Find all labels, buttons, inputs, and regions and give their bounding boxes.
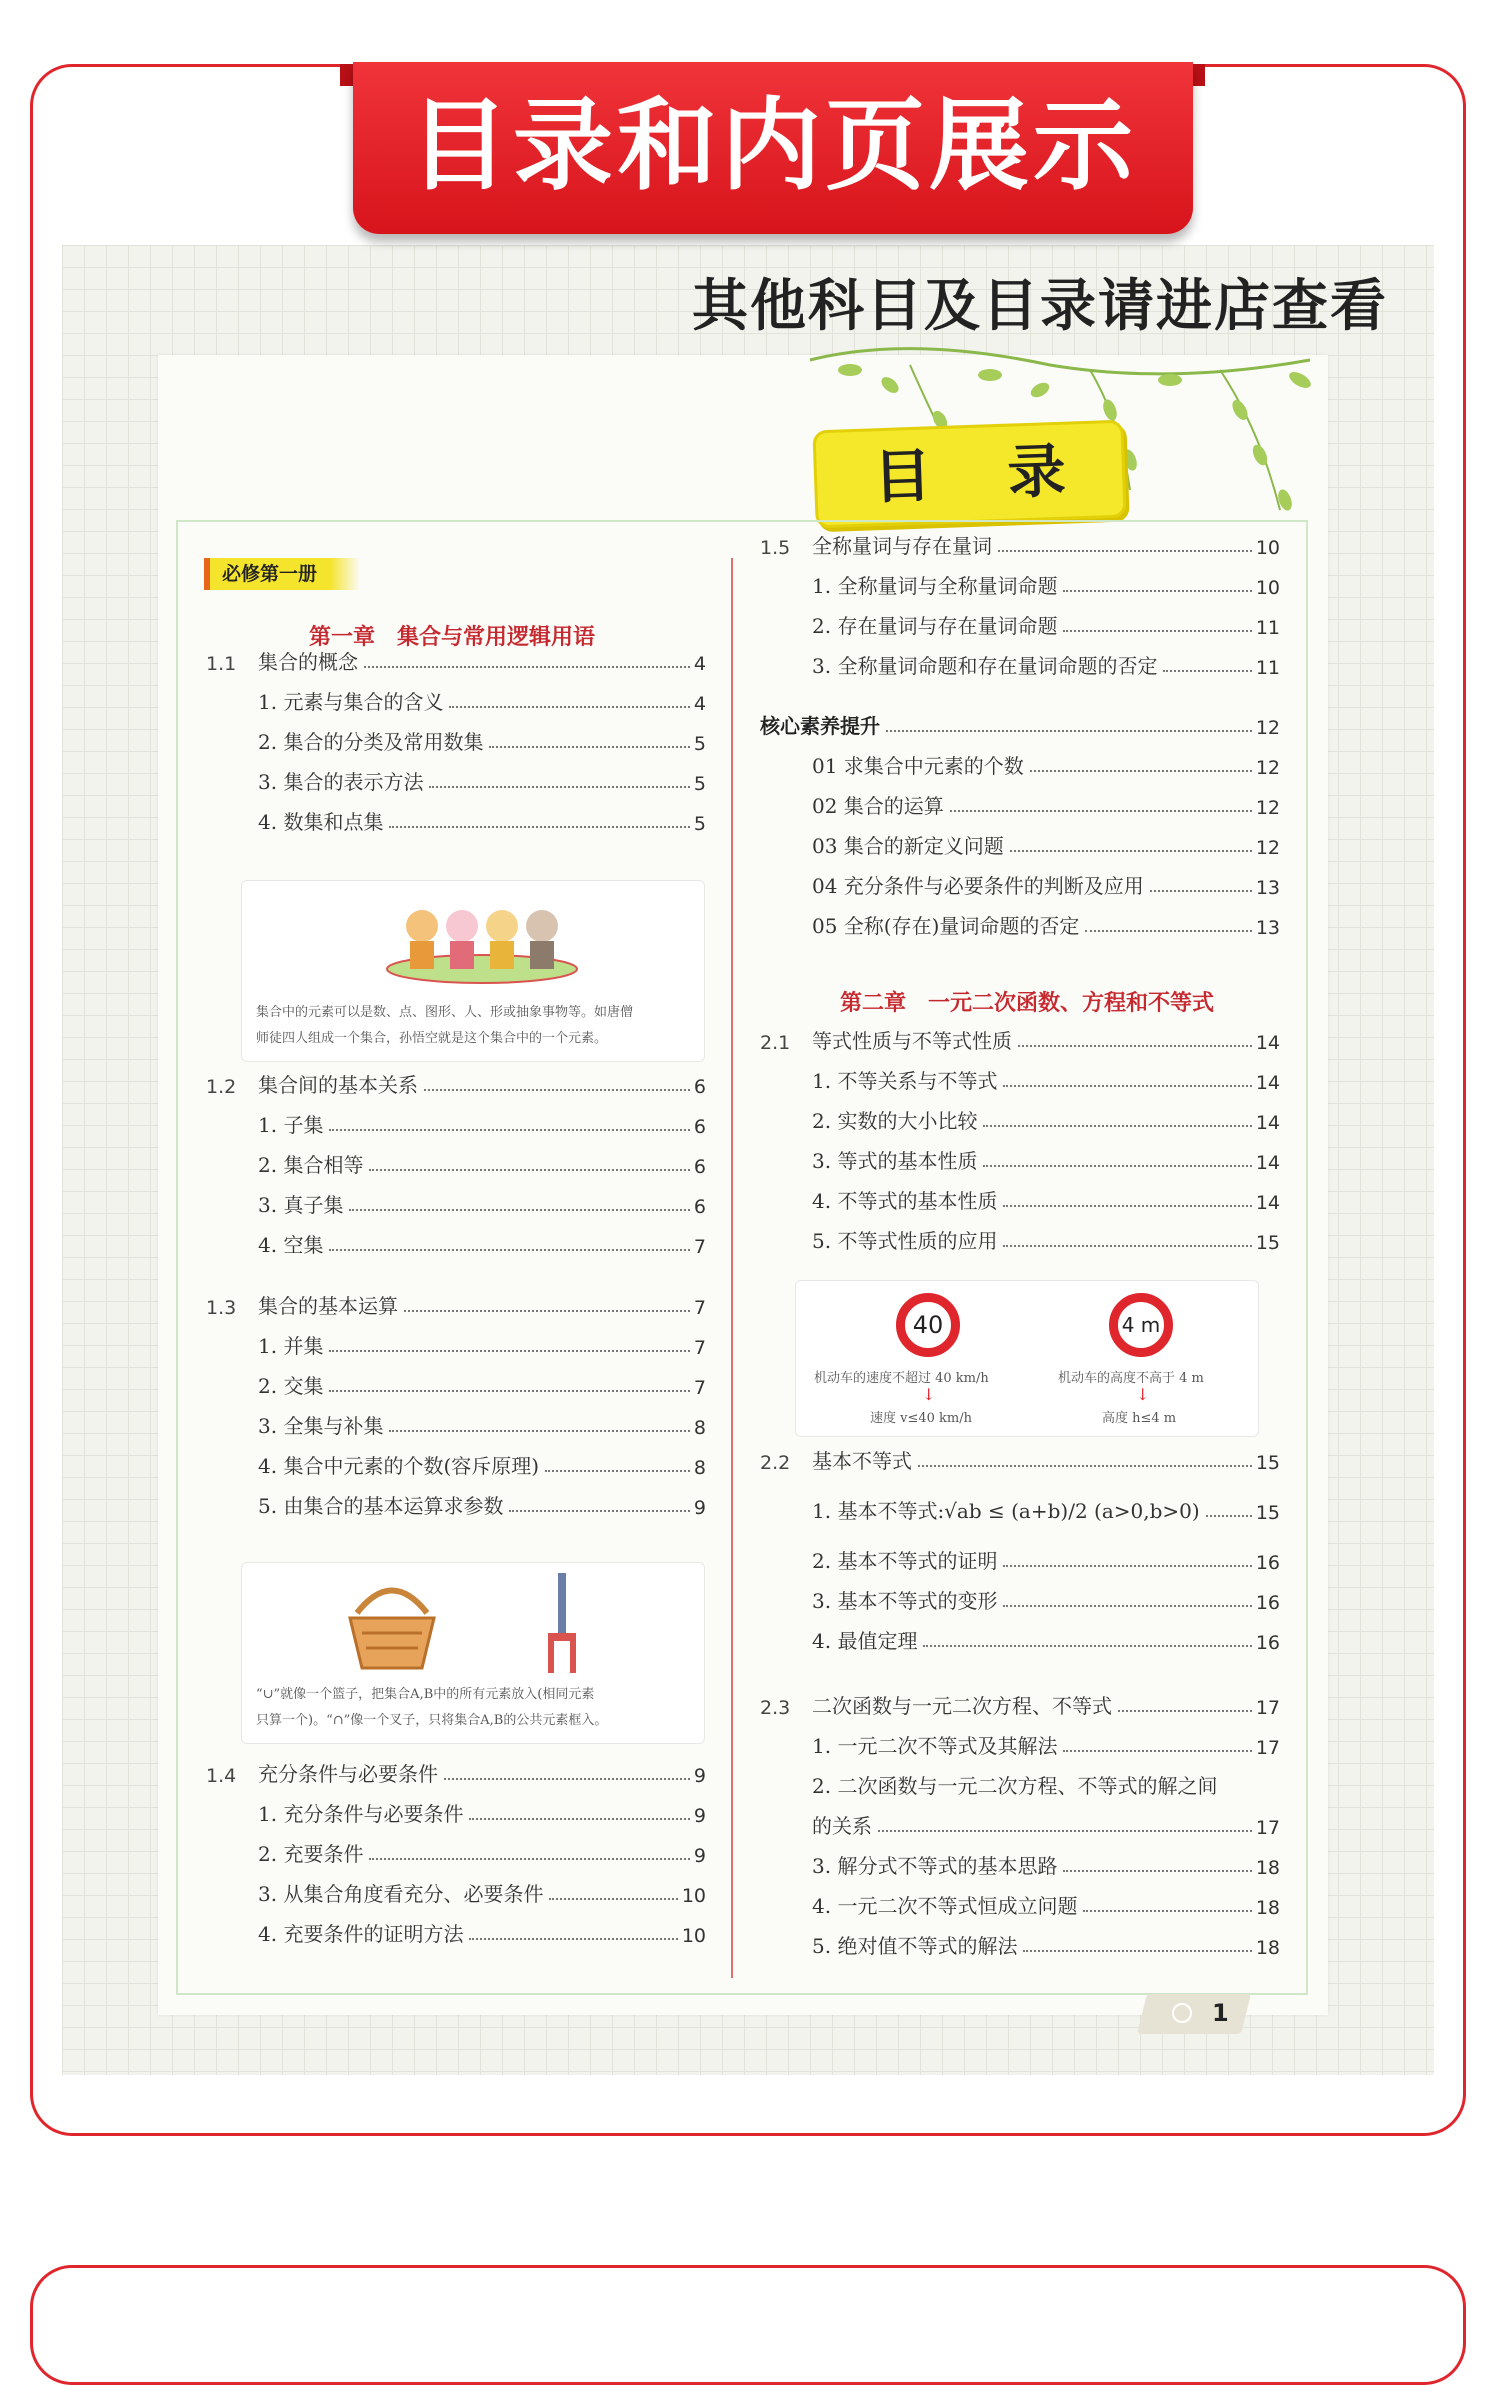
toc-entry bbox=[812, 1584, 1280, 1614]
toc-page-number: 13 bbox=[1255, 917, 1280, 939]
toc-entry-title: 2. 集合相等 bbox=[258, 1153, 364, 1177]
toc-page-number: 6 bbox=[693, 1076, 706, 1098]
toc-entry bbox=[258, 1837, 706, 1867]
toc-page-number: 17 bbox=[1255, 1817, 1280, 1839]
toc-entry-title: 3. 解分式不等式的基本思路 bbox=[812, 1854, 1058, 1878]
toc-leader-dots bbox=[364, 666, 690, 668]
toc-leader-dots bbox=[389, 1430, 689, 1432]
toc-entry bbox=[812, 789, 1280, 819]
toc-entry bbox=[812, 1494, 1280, 1524]
basket-icon bbox=[342, 1573, 442, 1673]
toc-leader-dots bbox=[329, 1390, 689, 1392]
toc-entry bbox=[812, 1849, 1280, 1879]
toc-entry bbox=[812, 909, 1280, 939]
down-arrow-icon: ↓ bbox=[922, 1385, 936, 1404]
page-number: 1 bbox=[1212, 1999, 1229, 2027]
toc-entry bbox=[258, 1917, 706, 1947]
toc-entry-title: 3. 全称量词命题和存在量词命题的否定 bbox=[812, 654, 1158, 678]
toc-entry-title: 2. 二次函数与一元二次方程、不等式的解之间 bbox=[812, 1774, 1218, 1798]
toc-entry bbox=[812, 869, 1280, 899]
toc-entry bbox=[812, 1544, 1280, 1574]
toc-page-number: 10 bbox=[681, 1885, 706, 1907]
toc-entry bbox=[812, 609, 1280, 639]
toc-page-number: 11 bbox=[1255, 617, 1280, 639]
toc-leader-dots bbox=[878, 1830, 1252, 1832]
toc-page-number: 10 bbox=[681, 1925, 706, 1947]
toc-entry-title: 5. 绝对值不等式的解法 bbox=[812, 1934, 1018, 1958]
characters-illustration bbox=[382, 891, 582, 986]
toc-page-number: 10 bbox=[1255, 537, 1280, 559]
toc-leader-dots bbox=[1118, 1710, 1252, 1712]
toc-entry bbox=[812, 1729, 1280, 1759]
toc-page-number: 7 bbox=[693, 1236, 706, 1258]
toc-page-number: 9 bbox=[693, 1765, 706, 1787]
toc-entry-title: 3. 全集与补集 bbox=[258, 1414, 384, 1438]
toc-page-number: 13 bbox=[1255, 877, 1280, 899]
toc-page-number: 10 bbox=[1255, 577, 1280, 599]
toc-entry bbox=[760, 1689, 1280, 1719]
toc-section-number: 2.3 bbox=[760, 1697, 791, 1719]
toc-leader-dots bbox=[369, 1169, 689, 1171]
toc-page-number: 8 bbox=[693, 1417, 706, 1439]
toc-page-number: 7 bbox=[693, 1297, 706, 1319]
toc-entry-title: 充分条件与必要条件 bbox=[258, 1762, 438, 1786]
toc-page-number: 9 bbox=[693, 1805, 706, 1827]
banner-title: 目录和内页展示 bbox=[409, 87, 1137, 204]
toc-page-number: 9 bbox=[693, 1497, 706, 1519]
toc-leader-dots bbox=[950, 810, 1252, 812]
toc-leader-dots bbox=[1063, 590, 1251, 592]
toc-leader-dots bbox=[329, 1249, 689, 1251]
toc-leader-dots bbox=[1010, 850, 1252, 852]
toc-leader-dots bbox=[1003, 1245, 1251, 1247]
illustration-caption: 集合中的元素可以是数、点、图形、人、形或抽象事物等。如唐僧 bbox=[256, 1005, 634, 1020]
toc-entry-title: 2. 充要条件 bbox=[258, 1842, 364, 1866]
toc-entry bbox=[760, 709, 1280, 739]
toc-leader-dots bbox=[545, 1470, 690, 1472]
toc-entry bbox=[812, 1064, 1280, 1094]
toc-page-number: 12 bbox=[1255, 837, 1280, 859]
toc-leader-dots bbox=[1023, 1950, 1251, 1952]
toc-entry bbox=[812, 1184, 1280, 1214]
toc-entry bbox=[258, 1369, 706, 1399]
toc-entry bbox=[258, 1148, 706, 1178]
toc-entry-title: 4. 数集和点集 bbox=[258, 810, 384, 834]
toc-entry-title: 2. 实数的大小比较 bbox=[812, 1109, 978, 1133]
toc-entry bbox=[812, 1224, 1280, 1254]
toc-entry-title: 集合间的基本关系 bbox=[258, 1073, 418, 1097]
illustration-caption: “∪”就像一个篮子，把集合A,B中的所有元素放入(相同元素 bbox=[256, 1687, 595, 1702]
toc-page-number: 18 bbox=[1255, 1857, 1280, 1879]
illustration-box bbox=[241, 880, 705, 1062]
toc-entry bbox=[812, 1889, 1280, 1919]
toc-entry-title: 3. 基本不等式的变形 bbox=[812, 1589, 998, 1613]
toc-entry-title: 集合的基本运算 bbox=[258, 1294, 398, 1318]
toc-page-number: 15 bbox=[1255, 1502, 1280, 1524]
toc-leader-dots bbox=[1003, 1605, 1251, 1607]
toc-leader-dots bbox=[1030, 770, 1252, 772]
toc-entry bbox=[760, 1444, 1280, 1474]
volume-tag: 必修第一册 bbox=[204, 558, 360, 590]
toc-page-number: 16 bbox=[1255, 1592, 1280, 1614]
toc-entry bbox=[812, 569, 1280, 599]
illustration-caption: 只算一个)。“∩”像一个叉子，只将集合A,B的公共元素框入。 bbox=[256, 1713, 608, 1728]
toc-section-number: 1.2 bbox=[206, 1076, 237, 1098]
fork-icon bbox=[542, 1573, 582, 1678]
toc-entry-title: 核心素养提升 bbox=[760, 714, 880, 738]
toc-page-number: 5 bbox=[693, 733, 706, 755]
toc-entry-title: 4. 最值定理 bbox=[812, 1629, 918, 1653]
toc-leader-dots bbox=[983, 1125, 1251, 1127]
toc-leader-dots bbox=[1163, 670, 1251, 672]
toc-entry-title: 全称量词与存在量词 bbox=[812, 534, 992, 558]
toc-entry bbox=[258, 1228, 706, 1258]
toc-section-number: 2.2 bbox=[760, 1452, 791, 1474]
toc-entry-title: 1. 全称量词与全称量词命题 bbox=[812, 574, 1058, 598]
toc-entry bbox=[812, 1769, 1280, 1799]
toc-entry bbox=[812, 749, 1280, 779]
toc-entry-title: 1. 不等关系与不等式 bbox=[812, 1069, 998, 1093]
toc-leader-dots bbox=[1063, 630, 1251, 632]
toc-entry bbox=[258, 805, 706, 835]
toc-page-number: 6 bbox=[693, 1156, 706, 1178]
toc-entry-title: 05 全称(存在)量词命题的否定 bbox=[812, 914, 1080, 938]
toc-leader-dots bbox=[389, 826, 689, 828]
sign-caption: 机动车的高度不高于 4 m bbox=[1058, 1371, 1204, 1386]
toc-entry-title: 4. 一元二次不等式恒成立问题 bbox=[812, 1894, 1078, 1918]
toc-leader-dots bbox=[424, 1089, 690, 1091]
toc-title-badge bbox=[812, 420, 1126, 529]
toc-page-number: 5 bbox=[693, 813, 706, 835]
toc-leader-dots bbox=[349, 1209, 689, 1211]
toc-entry bbox=[812, 1809, 1280, 1839]
speed-limit-sign-icon: 40 bbox=[896, 1293, 960, 1357]
toc-leader-dots bbox=[369, 1858, 689, 1860]
toc-entry bbox=[206, 1289, 706, 1319]
toc-entry bbox=[258, 1108, 706, 1138]
toc-leader-dots bbox=[1083, 1910, 1251, 1912]
illustration-caption: 师徒四人组成一个集合，孙悟空就是这个集合中的一个元素。 bbox=[256, 1031, 608, 1046]
toc-entry bbox=[760, 529, 1280, 559]
title-banner bbox=[353, 62, 1193, 234]
toc-leader-dots bbox=[489, 746, 689, 748]
next-section-frame bbox=[30, 2265, 1466, 2385]
toc-leader-dots bbox=[923, 1645, 1251, 1647]
toc-page-number: 17 bbox=[1255, 1697, 1280, 1719]
toc-leader-dots bbox=[429, 786, 689, 788]
toc-page-number: 6 bbox=[693, 1116, 706, 1138]
toc-leader-dots bbox=[998, 550, 1252, 552]
toc-leader-dots bbox=[1063, 1750, 1251, 1752]
toc-entry-title: 02 集合的运算 bbox=[812, 794, 944, 818]
toc-page-number: 18 bbox=[1255, 1897, 1280, 1919]
toc-entry bbox=[812, 1624, 1280, 1654]
toc-entry bbox=[258, 1409, 706, 1439]
toc-entry-title: 1. 元素与集合的含义 bbox=[258, 690, 444, 714]
toc-entry-title: 基本不等式 bbox=[812, 1449, 912, 1473]
toc-leader-dots bbox=[1003, 1085, 1251, 1087]
sign-result: 高度 h≤4 m bbox=[1102, 1411, 1177, 1426]
toc-section-number: 1.3 bbox=[206, 1297, 237, 1319]
illustration-box bbox=[241, 1562, 705, 1744]
toc-title: 目 录 bbox=[872, 435, 1095, 512]
toc-entry-title: 1. 并集 bbox=[258, 1334, 324, 1358]
toc-page-number: 5 bbox=[693, 773, 706, 795]
page-icon bbox=[1172, 2003, 1192, 2023]
toc-leader-dots bbox=[1150, 890, 1252, 892]
toc-entry bbox=[258, 725, 706, 755]
toc-entry-title: 2. 基本不等式的证明 bbox=[812, 1549, 998, 1573]
toc-section-number: 1.1 bbox=[206, 653, 237, 675]
toc-page-number: 6 bbox=[693, 1196, 706, 1218]
down-arrow-icon: ↓ bbox=[1136, 1385, 1150, 1404]
toc-entry-title: 01 求集合中元素的个数 bbox=[812, 754, 1024, 778]
toc-leader-dots bbox=[469, 1818, 689, 1820]
toc-entry bbox=[760, 1024, 1280, 1054]
toc-entry-title: 4. 空集 bbox=[258, 1233, 324, 1257]
toc-page-number: 14 bbox=[1255, 1192, 1280, 1214]
toc-page-number: 8 bbox=[693, 1457, 706, 1479]
toc-leader-dots bbox=[329, 1129, 689, 1131]
toc-page-number: 16 bbox=[1255, 1632, 1280, 1654]
chapter-heading: 第二章 一元二次函数、方程和不等式 bbox=[840, 991, 1215, 1016]
toc-entry bbox=[258, 1329, 706, 1359]
toc-entry-title: 1. 充分条件与必要条件 bbox=[258, 1802, 464, 1826]
toc-entry-title: 5. 由集合的基本运算求参数 bbox=[258, 1494, 504, 1518]
toc-entry-title: 的关系 bbox=[812, 1814, 872, 1838]
toc-entry-title: 3. 等式的基本性质 bbox=[812, 1149, 978, 1173]
toc-entry bbox=[206, 1757, 706, 1787]
toc-entry-title: 3. 从集合角度看充分、必要条件 bbox=[258, 1882, 544, 1906]
toc-page-number: 7 bbox=[693, 1377, 706, 1399]
toc-entry-title: 1. 子集 bbox=[258, 1113, 324, 1137]
toc-page-number: 11 bbox=[1255, 657, 1280, 679]
toc-page-number: 12 bbox=[1255, 757, 1280, 779]
toc-entry bbox=[258, 1797, 706, 1827]
subtitle: 其他科目及目录请进店查看 bbox=[692, 274, 1388, 339]
toc-entry bbox=[258, 685, 706, 715]
toc-leader-dots bbox=[549, 1898, 677, 1900]
column-divider bbox=[731, 558, 733, 1978]
chapter-heading: 第一章 集合与常用逻辑用语 bbox=[309, 625, 596, 650]
toc-page-number: 16 bbox=[1255, 1552, 1280, 1574]
toc-entry-title: 集合的概念 bbox=[258, 650, 358, 674]
toc-section-number: 1.5 bbox=[760, 537, 791, 559]
toc-entry-title: 4. 充要条件的证明方法 bbox=[258, 1922, 464, 1946]
toc-entry-title: 2. 集合的分类及常用数集 bbox=[258, 730, 484, 754]
sign-caption: 机动车的速度不超过 40 km/h bbox=[814, 1371, 989, 1386]
toc-leader-dots bbox=[886, 730, 1252, 732]
toc-entry bbox=[258, 765, 706, 795]
toc-entry-title: 2. 存在量词与存在量词命题 bbox=[812, 614, 1058, 638]
toc-entry-title: 1. 一元二次不等式及其解法 bbox=[812, 1734, 1058, 1758]
toc-page-number: 4 bbox=[693, 693, 706, 715]
toc-leader-dots bbox=[1085, 930, 1251, 932]
toc-entry bbox=[258, 1877, 706, 1907]
toc-page-number: 17 bbox=[1255, 1737, 1280, 1759]
toc-leader-dots bbox=[469, 1938, 677, 1940]
toc-leader-dots bbox=[1003, 1205, 1251, 1207]
toc-page-number: 7 bbox=[693, 1337, 706, 1359]
toc-page-number: 14 bbox=[1255, 1072, 1280, 1094]
toc-leader-dots bbox=[329, 1350, 689, 1352]
toc-entry-title: 2. 交集 bbox=[258, 1374, 324, 1398]
toc-entry bbox=[206, 645, 706, 675]
toc-leader-dots bbox=[918, 1465, 1252, 1467]
toc-leader-dots bbox=[983, 1165, 1251, 1167]
traffic-signs-box bbox=[795, 1280, 1259, 1437]
toc-leader-dots bbox=[449, 706, 689, 708]
sign-result: 速度 v≤40 km/h bbox=[870, 1411, 973, 1426]
toc-page-number: 12 bbox=[1255, 797, 1280, 819]
toc-page-number: 18 bbox=[1255, 1937, 1280, 1959]
toc-entry-title: 1. 基本不等式:√ab ≤ (a+b)/2 (a>0,b>0) bbox=[812, 1499, 1200, 1523]
toc-entry bbox=[812, 1104, 1280, 1134]
toc-entry-title: 二次函数与一元二次方程、不等式 bbox=[812, 1694, 1112, 1718]
toc-page-number: 14 bbox=[1255, 1152, 1280, 1174]
toc-leader-dots bbox=[1063, 1870, 1251, 1872]
toc-leader-dots bbox=[1206, 1515, 1252, 1517]
toc-leader-dots bbox=[1018, 1045, 1252, 1047]
page-number-tab bbox=[1137, 1994, 1251, 2034]
toc-leader-dots bbox=[1003, 1565, 1251, 1567]
toc-entry bbox=[258, 1489, 706, 1519]
toc-entry-title: 4. 不等式的基本性质 bbox=[812, 1189, 998, 1213]
toc-leader-dots bbox=[509, 1510, 689, 1512]
height-limit-sign-icon: 4 m bbox=[1109, 1293, 1173, 1357]
toc-entry-title: 等式性质与不等式性质 bbox=[812, 1029, 1012, 1053]
toc-page-number: 4 bbox=[693, 653, 706, 675]
toc-section-number: 2.1 bbox=[760, 1032, 791, 1054]
toc-entry bbox=[812, 829, 1280, 859]
toc-entry-title: 03 集合的新定义问题 bbox=[812, 834, 1004, 858]
toc-entry bbox=[258, 1188, 706, 1218]
toc-page-number: 14 bbox=[1255, 1112, 1280, 1134]
toc-leader-dots bbox=[444, 1778, 690, 1780]
toc-page-number: 14 bbox=[1255, 1032, 1280, 1054]
toc-entry-title: 4. 集合中元素的个数(容斥原理) bbox=[258, 1454, 540, 1478]
toc-entry bbox=[258, 1449, 706, 1479]
toc-entry-title: 3. 集合的表示方法 bbox=[258, 770, 424, 794]
toc-entry-title: 04 充分条件与必要条件的判断及应用 bbox=[812, 874, 1144, 898]
toc-entry bbox=[812, 649, 1280, 679]
toc-entry bbox=[812, 1144, 1280, 1174]
toc-page-number: 15 bbox=[1255, 1452, 1280, 1474]
toc-leader-dots bbox=[404, 1310, 690, 1312]
toc-entry bbox=[206, 1068, 706, 1098]
toc-entry-title: 3. 真子集 bbox=[258, 1193, 344, 1217]
toc-page-number: 15 bbox=[1255, 1232, 1280, 1254]
toc-page-number: 9 bbox=[693, 1845, 706, 1867]
toc-entry-title: 5. 不等式性质的应用 bbox=[812, 1229, 998, 1253]
toc-page-number: 12 bbox=[1255, 717, 1280, 739]
toc-section-number: 1.4 bbox=[206, 1765, 237, 1787]
toc-entry bbox=[812, 1929, 1280, 1959]
